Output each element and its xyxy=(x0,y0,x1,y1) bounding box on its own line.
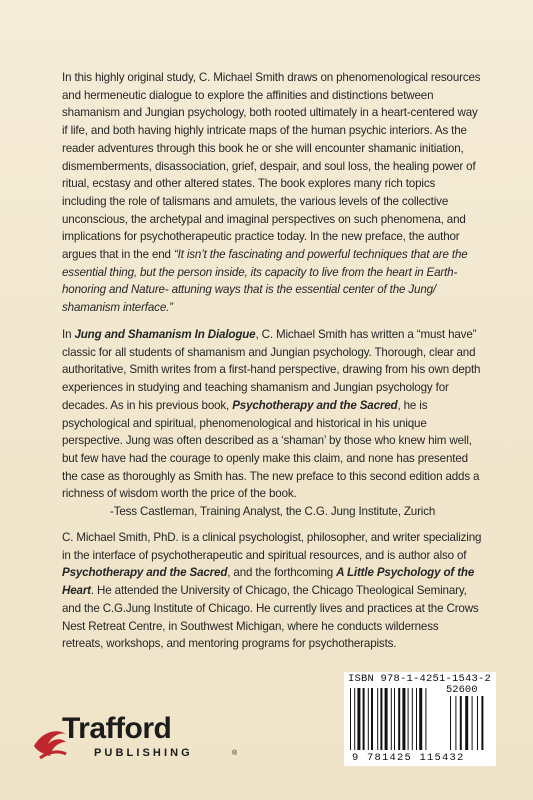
barcode-bar xyxy=(371,688,373,750)
barcode-number: 9 781425 115432 xyxy=(352,752,465,764)
barcode-bar xyxy=(416,688,417,750)
barcode-bar xyxy=(398,688,400,750)
publisher-name: Trafford xyxy=(62,712,172,745)
addon-bar xyxy=(450,696,451,750)
barcode-bar xyxy=(385,688,388,750)
book-title-jung-shamanism: Jung and Shamanism In Dialogue xyxy=(74,328,256,341)
barcode-bar xyxy=(391,688,392,750)
barcode-bar xyxy=(377,688,378,750)
registered-mark: ® xyxy=(232,750,238,757)
price-addon-code: 52600 xyxy=(446,684,478,696)
barcode-bar xyxy=(357,688,360,750)
review-text-2: , C. Michael Smith has written a “must have” classic for all students of shamanism and Jungian psychology. Thorough, clear and authoritative, Smith writes from a first-hand perspective, drawing from his own depth experiences in studying and teaching shamanism and Jungian psychology for decades. As in his previous book, xyxy=(62,328,481,412)
description-paragraph xyxy=(62,69,482,317)
addon-bar xyxy=(477,696,478,750)
barcode-bar xyxy=(350,688,351,750)
review-text-1: In xyxy=(62,328,75,341)
bio-text-2: , and the forthcoming xyxy=(227,566,337,580)
barcode-bar xyxy=(412,688,413,750)
bio-text-3: . He attended the University of Chicago, the Chicago Theological Seminary, and the C.G.Jung Institute of Chicago. He currently lives and practices at the Crows Nest Retreat Centre, in Southwest Michigan, where he conducts wilderness retreats, workshops, and mentoring programs for psychotherapists. xyxy=(62,584,479,651)
barcode-icon xyxy=(348,688,494,752)
bio-title-little-psychology: A Little Psychology of the Heart xyxy=(62,566,475,598)
addon-bar xyxy=(455,696,456,750)
description-text: In this highly original study, C. Michael Smith draws on phenomenological resources and hermeneutic dialogue to explore the affinities and distinctions between shamanism and Jungian psychology, both rooted ultimately in a heart-centered way if life, and both having highly intricate maps of the human psychic interiors. As the reader adventures through this book he or she will encounter shamanic initiation, dismemberments, disassociation, grief, despair, and soul loss, the healing power of ritual, ecstasy and other altered states. The book explores many rich topics including the role of talismans and amulets, the various levels of the collective unconscious, the archetypal and imaginal perspectives on such phenomena, and implications for psychotherapeutic practice today. In the new preface, the author argues that in the end xyxy=(62,71,481,262)
barcode-bar xyxy=(380,688,382,750)
review-text-3: , he is psychological and spiritual, phenomenological and historical in his unique perspective. Jung was often described as a ‘shaman’ by those who knew him well, but few have had the courage to openly make this claim, and none has presented the case as thoroughly as Smith has. The new preface to this second edition adds a richness of wisdom worth the price of the book. xyxy=(62,398,480,501)
bio-title-psychotherapy: Psychotherapy and the Sacred xyxy=(62,566,228,580)
barcode-bar xyxy=(402,688,405,750)
addon-bar xyxy=(481,696,483,750)
addon-bar xyxy=(472,696,473,750)
barcode-bar xyxy=(363,688,365,750)
isbn-label: ISBN 978-1-4251-1543-2 xyxy=(348,673,492,685)
barcode-bar xyxy=(425,688,426,750)
barcode-bar xyxy=(408,688,409,750)
barcode-bar xyxy=(394,688,395,750)
addon-bar xyxy=(465,696,468,750)
publisher-subtitle: PUBLISHING xyxy=(94,747,193,759)
review-paragraph xyxy=(62,326,482,521)
addon-bar xyxy=(460,696,462,750)
review-attribution: -Tess Castleman, Training Analyst, the C.G. Jung Institute, Zurich xyxy=(110,505,436,519)
barcode-bar xyxy=(419,688,422,750)
barcode-bar xyxy=(368,688,369,750)
author-bio-paragraph xyxy=(62,529,482,653)
barcode-bar xyxy=(354,688,355,750)
preface-quote: “It isn’t the fascinating and powerful techniques that are the essential thing, but the person inside, its capacity to live from the heart in Earth-honoring and Nature- attuning ways that is the essential center of the Jung/ shamanism interface.” xyxy=(62,248,468,315)
bio-text-1: C. Michael Smith, PhD. is a clinical psychologist, philosopher, and writer specializing in the interface of psychotherapeutic and spiritual resources, and is author also of xyxy=(62,531,482,562)
book-title-psychotherapy: Psychotherapy and the Sacred xyxy=(232,398,398,412)
